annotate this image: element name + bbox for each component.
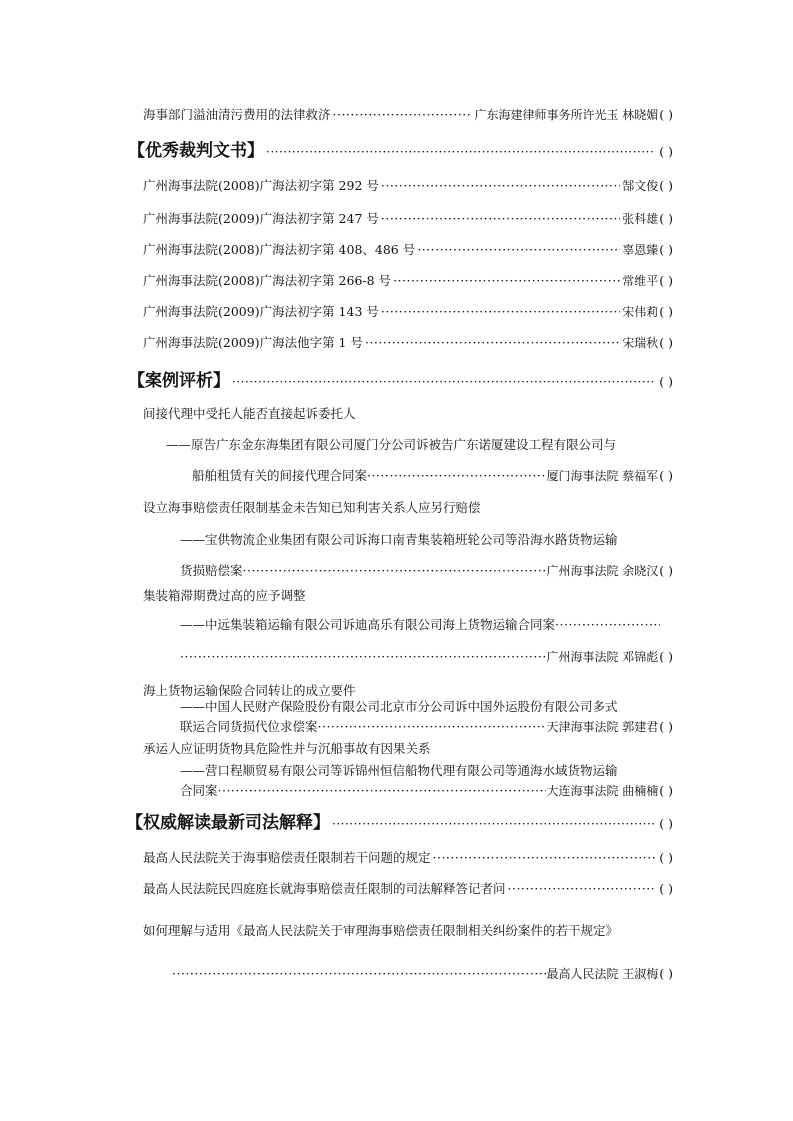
case-attribution [192,465,673,487]
entry-title: 海事部门溢油清污费用的法律救济 [143,107,331,122]
entry-page: ( ) [659,881,673,896]
entry-title: 最高人民法院关于海事赔偿责任限制若干问题的规定 [143,850,431,865]
entry-author: 厦门海事法院 蔡福军 [546,469,659,483]
entry-author: 广东海建律师事务所许光玉 林晓媚 [474,108,659,122]
section-page: ( ) [659,374,673,389]
entry-author: 宋瑞秋 [622,336,659,350]
entry-author: 大连海事法院 曲楠楠 [546,784,659,798]
leader-dots [180,646,546,668]
case-title[interactable]: 集装箱滞期费过高的应予调整 [143,588,306,603]
leader-dots [393,270,620,292]
entry-author: 广州海事法院 余晓汉 [546,564,659,578]
leader-dots [333,104,473,126]
case-subtitle: ——中国人民财产保险股份有限公司北京市分公司诉中国外运股份有限公司多式 [180,699,618,714]
entry-author: 宋伟莉 [622,305,659,319]
case-title[interactable]: 承运人应证明货物具危险性并与沉船事故有因果关系 [143,741,431,756]
toc-entry[interactable] [143,332,673,354]
entry-page: ( ) [659,468,673,483]
entry-page: ( ) [659,178,673,193]
leader-dots [365,332,620,354]
section-title: 【优秀裁判文书】 [128,141,264,161]
leader-dots [243,560,547,582]
leader-dots [433,847,657,869]
entry-page: ( ) [659,966,673,981]
section-heading-case-review [128,368,673,394]
case-subtitle-cont: 联运合同货损代位求偿案 [180,719,318,734]
case-subtitle: ——宝供物流企业集团有限公司诉海口南青集装箱班轮公司等沿海水路货物运输 [180,532,618,547]
leader-dots [332,811,655,837]
entry-page: ( ) [659,719,673,734]
entry-page: ( ) [659,211,673,226]
entry-page: ( ) [659,273,673,288]
entry-author: 郜文俊 [622,179,659,193]
toc-entry[interactable] [143,239,673,261]
entry-page: ( ) [659,649,673,664]
case-subtitle: ——原告广东金东海集团有限公司厦门分公司诉被告广东诺厦建设工程有限公司与 [166,437,617,452]
entry-title: 广州海事法院(2008)广海法初字第 266-8 号 [143,273,392,288]
case-subtitle: ——中远集装箱运输有限公司诉迪高乐有限公司海上货物运输合同案 [180,617,556,632]
section-page: ( ) [659,144,673,159]
case-subtitle-row [180,614,660,636]
toc-entry[interactable] [143,878,673,900]
entry-author: 常维平 [622,274,659,288]
entry-author: 最高人民法院 王淑梅 [546,967,659,981]
case-subtitle: ——营口程顺贸易有限公司等诉锦州恒信船物代理有限公司等通海水域货物运输 [180,763,618,778]
entry-attribution [172,963,673,985]
case-attribution [180,646,673,668]
case-subtitle-cont: 货损赔偿案 [180,563,243,578]
case-title[interactable]: 设立海事赔偿责任限制基金未告知已知利害关系人应另行赔偿 [143,500,481,515]
entry-author: 张科雄 [622,212,659,226]
toc-entry[interactable] [143,301,673,323]
entry-page: ( ) [659,107,673,122]
entry-page: ( ) [659,242,673,257]
entry-author: 天津海事法院 郭建君 [546,720,659,734]
toc-entry[interactable] [143,104,673,126]
leader-dots [417,239,620,261]
section-title: 【权威解读最新司法解释】 [126,813,330,833]
entry-author: 广州海事法院 邓锦彪 [546,650,659,664]
case-subtitle-cont: 船舶租赁有关的间接代理合同案 [192,468,368,483]
entry-page: ( ) [659,304,673,319]
leader-dots [381,175,620,197]
case-title[interactable]: 海上货物运输保险合同转让的成立要件 [143,683,356,698]
entry-page: ( ) [659,335,673,350]
leader-dots [555,614,660,636]
leader-dots [266,139,655,165]
leader-dots [232,369,655,395]
entry-title: 广州海事法院(2008)广海法初字第 408、486 号 [143,242,416,257]
section-page: ( ) [659,816,673,831]
entry-title: 最高人民法院民四庭庭长就海事赔偿责任限制的司法解释答记者问 [143,881,506,896]
entry-page: ( ) [659,850,673,865]
leader-dots [367,465,546,487]
case-attribution [180,780,673,802]
case-subtitle-cont: 合同案 [180,783,218,798]
leader-dots [218,780,547,802]
leader-dots [172,963,546,985]
toc-entry[interactable] [143,175,673,197]
leader-dots [508,878,657,900]
toc-entry[interactable] [143,208,673,230]
entry-title[interactable]: 如何理解与适用《最高人民法院关于审理海事赔偿责任限制相关纠纷案件的若干规定》 [143,923,619,938]
entry-author: 辜恩臻 [622,243,659,257]
entry-title: 广州海事法院(2009)广海法初字第 143 号 [143,304,379,319]
entry-page: ( ) [659,563,673,578]
section-heading-interpretation [126,810,673,836]
entry-page: ( ) [659,783,673,798]
toc-entry[interactable] [143,847,673,869]
toc-entry[interactable] [143,270,673,292]
section-heading-judgments [128,138,673,164]
entry-title: 广州海事法院(2009)广海法他字第 1 号 [143,335,363,350]
case-attribution [180,716,673,738]
case-title[interactable]: 间接代理中受托人能否直接起诉委托人 [143,406,356,421]
entry-title: 广州海事法院(2008)广海法初字第 292 号 [143,178,379,193]
leader-dots [381,208,620,230]
case-attribution [180,560,673,582]
entry-title: 广州海事法院(2009)广海法初字第 247 号 [143,211,379,226]
leader-dots [381,301,620,323]
leader-dots [318,716,547,738]
section-title: 【案例评析】 [128,371,230,391]
